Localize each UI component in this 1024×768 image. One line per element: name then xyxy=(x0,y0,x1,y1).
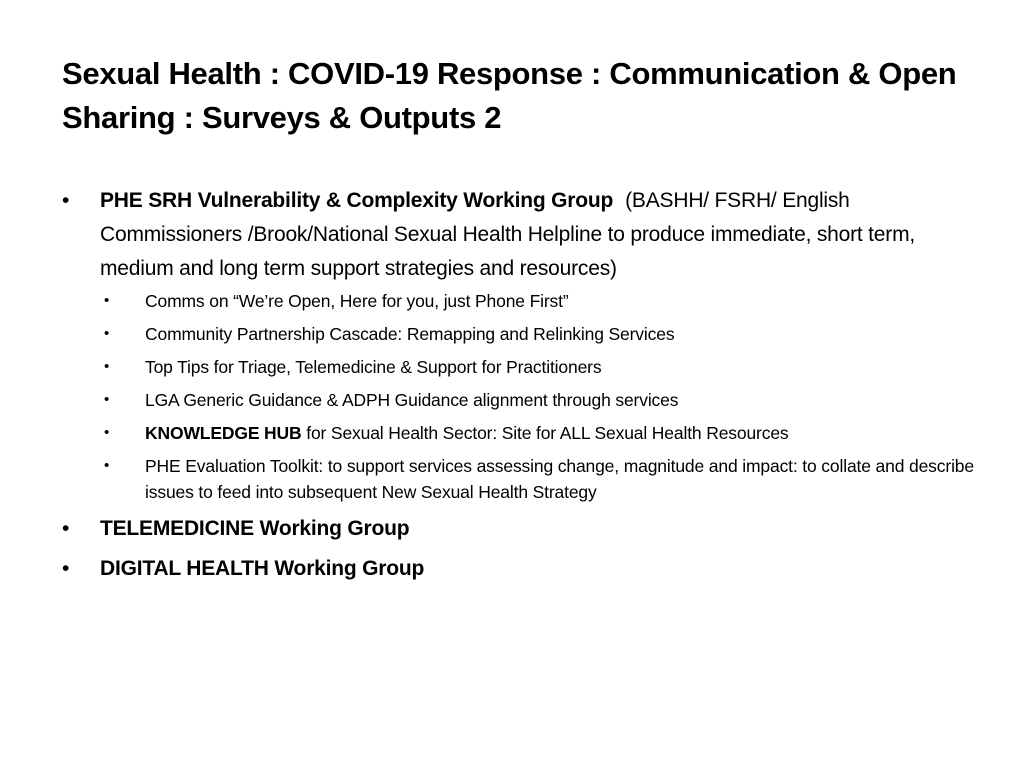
bullet-list xyxy=(62,184,982,586)
list-item-working-group xyxy=(62,184,982,505)
item-text: (BASHH/ FSRH/ English Commissioners /Brook/National Sexual Health Helpline to produce immediate, short term, medium and long term support strategies and resources) xyxy=(100,189,915,280)
sub-list-item xyxy=(100,420,982,446)
bullet-icon: • xyxy=(104,457,110,474)
sub-item-heading: KNOWLEDGE HUB xyxy=(145,423,302,443)
sub-item-text: PHE Evaluation Toolkit: to support services assessing change, magnitude and impact: to collate and describe issues to feed into subsequent New Sexual Health Strategy xyxy=(145,456,974,502)
bullet-icon: • xyxy=(104,292,110,309)
sub-item-text: LGA Generic Guidance & ADPH Guidance alignment through services xyxy=(145,390,679,410)
list-item-digital-health xyxy=(62,552,982,586)
bullet-icon: • xyxy=(104,358,110,375)
sub-list-item xyxy=(100,288,982,314)
sub-list-item xyxy=(100,354,982,380)
item-heading: PHE SRH Vulnerability & Complexity Working Group xyxy=(100,189,614,212)
bullet-icon: • xyxy=(62,557,70,580)
bullet-icon: • xyxy=(62,189,70,212)
sub-bullet-list xyxy=(100,288,982,505)
slide-content xyxy=(62,184,982,592)
sub-item-text: for Sexual Health Sector: Site for ALL Sexual Health Resources xyxy=(301,423,789,443)
slide-title: Sexual Health : COVID-19 Response : Communication & Open Sharing : Surveys & Outputs 2 xyxy=(62,56,957,135)
list-item-telemedicine xyxy=(62,512,982,546)
item-heading: TELEMEDICINE Working Group xyxy=(100,517,410,540)
sub-list-item xyxy=(100,321,982,347)
sub-list-item xyxy=(100,453,982,505)
bullet-icon: • xyxy=(104,391,110,408)
bullet-icon: • xyxy=(62,517,70,540)
sub-item-text: Comms on “We’re Open, Here for you, just Phone First” xyxy=(145,291,569,311)
sub-item-text: Top Tips for Triage, Telemedicine & Support for Practitioners xyxy=(145,357,602,377)
sub-list-item xyxy=(100,387,982,413)
item-heading: DIGITAL HEALTH Working Group xyxy=(100,557,425,580)
bullet-icon: • xyxy=(104,325,110,342)
sub-item-text: Community Partnership Cascade: Remapping and Relinking Services xyxy=(145,324,675,344)
bullet-icon: • xyxy=(104,424,110,441)
